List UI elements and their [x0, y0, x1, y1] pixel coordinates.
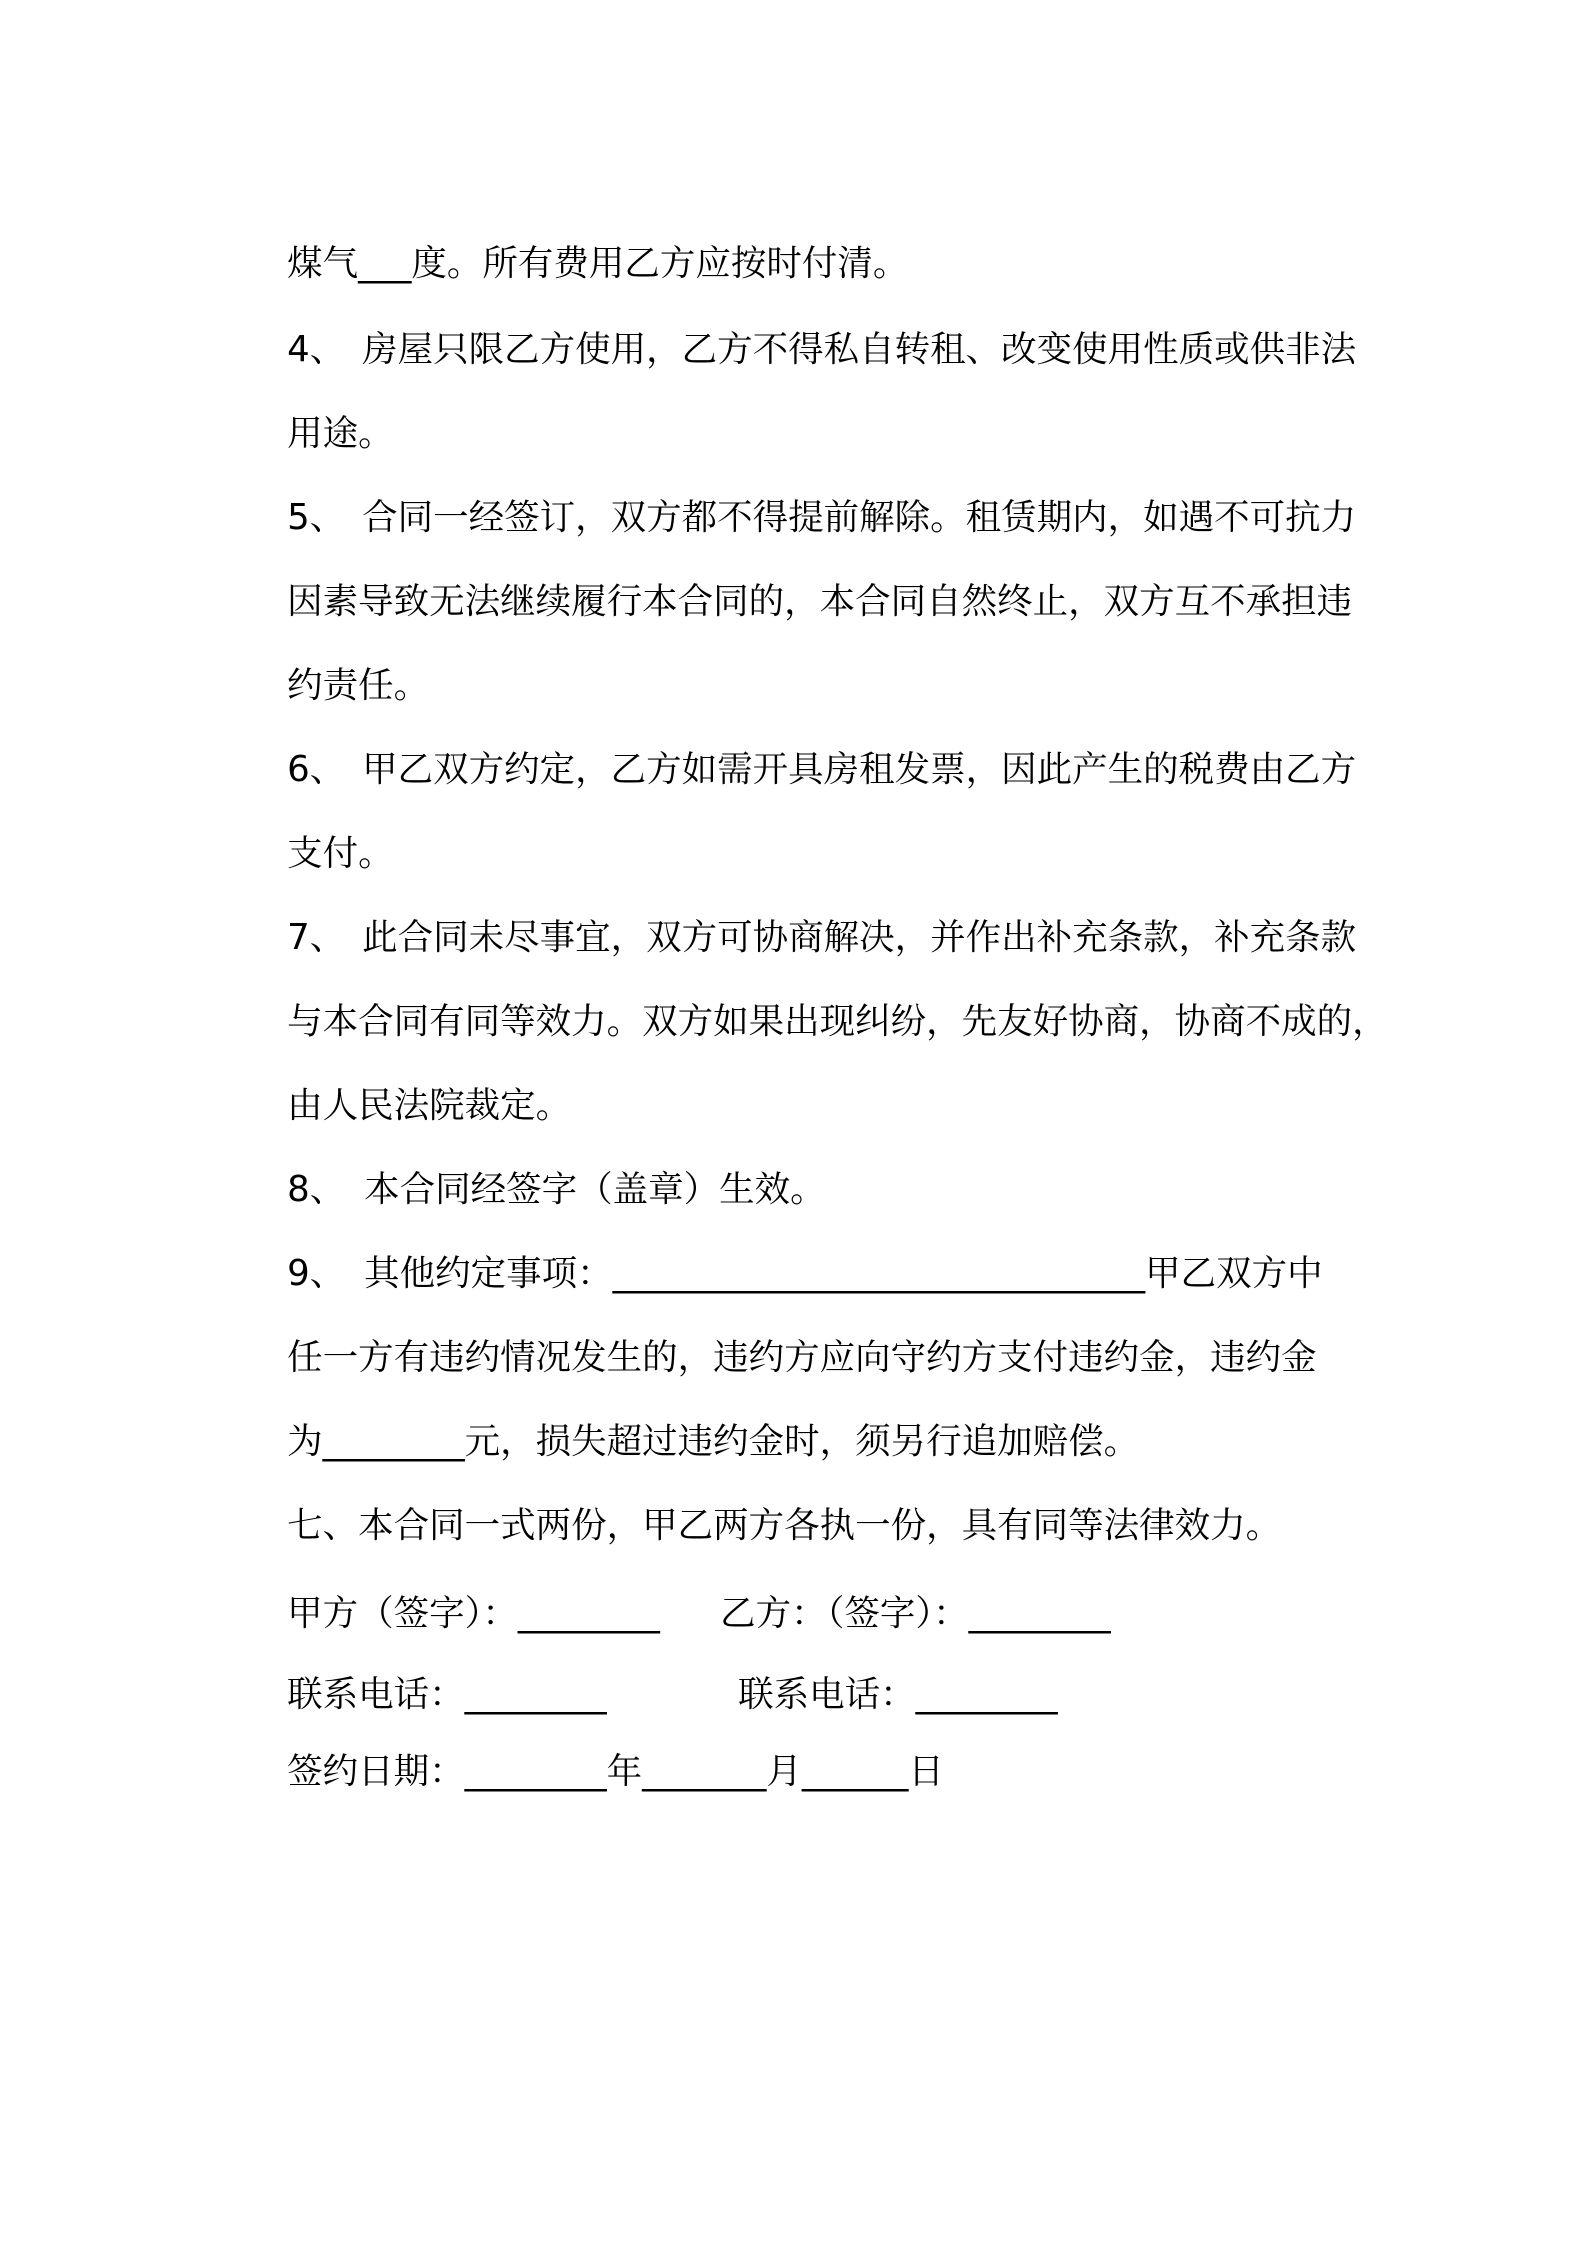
party-a-phone-field: 联系电话：________ [287, 1673, 607, 1715]
clause-number: 4、 [287, 328, 346, 370]
clause-6-line-1 [242, 716, 1356, 823]
line-text: 支付。 [287, 832, 394, 874]
line-text: 甲乙双方约定，乙方如需开具房租发票，因此产生的税费由乙方 [362, 748, 1357, 790]
party-a-signature-field: 甲方（签字）：________ [287, 1592, 660, 1634]
line-text: 合同一经签订，双方都不得提前解除。租赁期内，如遇不可抗力 [362, 496, 1357, 538]
clause-4-line-1 [242, 296, 1356, 403]
clause-number: 6、 [287, 748, 346, 790]
line-text: 其他约定事项：______________________________甲乙双方中 [364, 1252, 1323, 1294]
clause-number: 7、 [287, 916, 346, 958]
line-text: 煤气___度。所有费用乙方应按时付清。 [287, 242, 909, 284]
line-text: 本合同经签字（盖章）生效。 [364, 1168, 826, 1210]
clause-number: 9、 [287, 1252, 346, 1294]
line-text: 由人民法院裁定。 [287, 1084, 572, 1126]
signature-row-date [242, 1718, 944, 1825]
line-text: 用途。 [287, 412, 394, 454]
line-text: 任一方有违约情况发生的，违约方应向守约方支付违约金，违约金 [287, 1336, 1317, 1378]
line-text: 七、本合同一式两份，甲乙两方各执一份，具有同等法律效力。 [287, 1504, 1282, 1546]
party-b-phone-field: 联系电话：________ [738, 1673, 1058, 1715]
line-text: 因素导致无法继续履行本合同的，本合同自然终止，双方互不承担违 [287, 580, 1353, 622]
line-text: 约责任。 [287, 664, 430, 706]
clause-number: 5、 [287, 496, 346, 538]
party-b-signature-field: 乙方：（签字）：________ [720, 1592, 1111, 1634]
clause-number: 8、 [287, 1168, 346, 1210]
line-text: 房屋只限乙方使用，乙方不得私自转租、改变使用性质或供非法 [362, 328, 1357, 370]
line-text: 此合同未尽事宜，双方可协商解决，并作出补充条款，补充条款 [362, 916, 1357, 958]
line-text: 为________元，损失超过违约金时，须另行追加赔偿。 [287, 1420, 1140, 1462]
line-text: 与本合同有同等效力。双方如果出现纠纷，先友好协商，协商不成的， [287, 1000, 1388, 1042]
sign-date-field: 签约日期：________年_______月______日 [287, 1750, 944, 1792]
